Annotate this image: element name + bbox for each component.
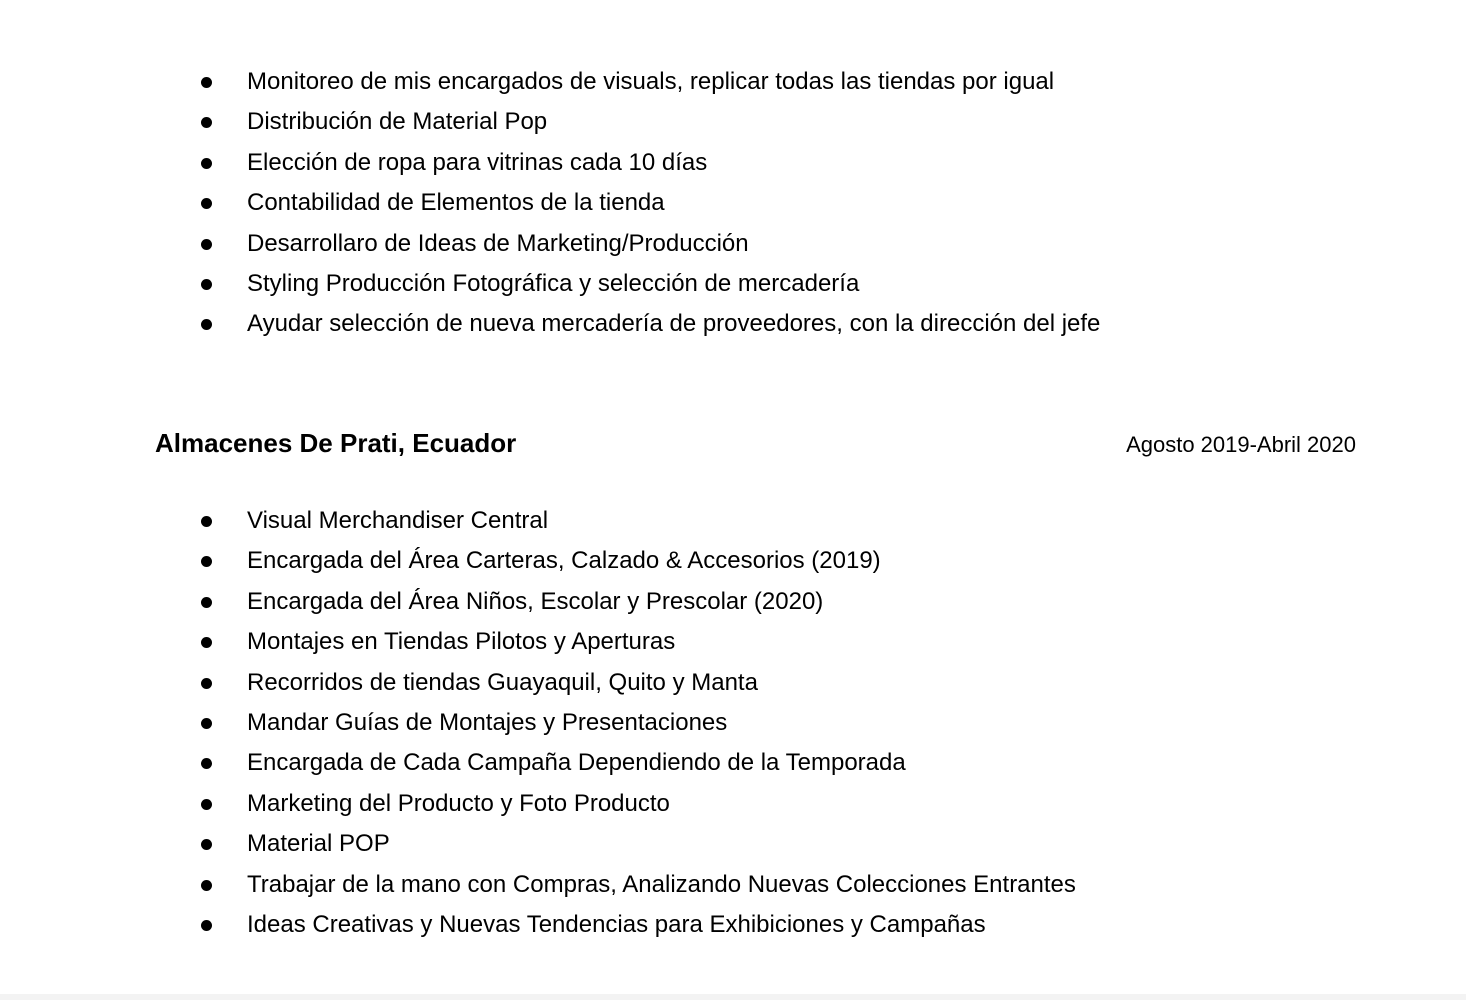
duty-text: Recorridos de tiendas Guayaquil, Quito y Manta	[247, 668, 758, 696]
bullet-icon	[201, 718, 212, 729]
duty-text: Marketing del Producto y Foto Producto	[247, 789, 670, 817]
duty-text: Desarrollaro de Ideas de Marketing/Producción	[247, 229, 749, 257]
list-item	[0, 743, 1076, 783]
list-item	[0, 905, 1076, 945]
duty-text: Contabilidad de Elementos de la tienda	[247, 189, 665, 217]
duty-text: Encargada de Cada Campaña Dependiendo de la Temporada	[247, 749, 906, 777]
duty-text: Montajes en Tiendas Pilotos y Aperturas	[247, 628, 676, 656]
list-item	[0, 143, 1100, 183]
bullet-icon	[201, 678, 212, 689]
bullet-icon	[201, 198, 212, 209]
list-item	[0, 102, 1100, 142]
list-item	[0, 622, 1076, 662]
bullet-icon	[201, 920, 212, 931]
list-item	[0, 582, 1076, 622]
duty-text: Visual Merchandiser Central	[247, 507, 549, 534]
employment-dates: Agosto 2019-Abril 2020	[1126, 432, 1356, 457]
bullet-icon	[201, 516, 212, 527]
bullet-icon	[201, 839, 212, 850]
duty-text: Distribución de Material Pop	[247, 108, 548, 136]
bullet-icon	[201, 158, 212, 169]
page-bottom-edge	[0, 994, 1466, 1000]
list-item	[0, 865, 1076, 905]
bullet-icon	[201, 319, 212, 330]
bullet-icon	[201, 77, 212, 88]
list-item	[0, 824, 1076, 864]
list-item	[0, 703, 1076, 743]
bullet-icon	[201, 758, 212, 769]
duty-text: Mandar Guías de Montajes y Presentaciones	[247, 708, 728, 736]
duty-text: Ideas Creativas y Nuevas Tendencias para Exhibiciones y Campañas	[247, 910, 986, 938]
bullet-icon	[201, 279, 212, 290]
duty-text: Monitoreo de mis encargados de visuals, replicar todas las tiendas por igual	[247, 68, 1055, 95]
duty-text: Encargada del Área Carteras, Calzado & Accesorios (2019)	[247, 547, 881, 575]
duty-text: Elección de ropa para vitrinas cada 10 días	[247, 148, 708, 176]
bullet-icon	[201, 880, 212, 891]
job-duties-list	[0, 501, 1076, 945]
list-item	[0, 62, 1100, 102]
duty-text: Styling Producción Fotográfica y selección de mercadería	[247, 269, 860, 297]
list-item	[0, 663, 1076, 703]
previous-job-duties-list	[0, 62, 1100, 345]
list-item	[0, 501, 1076, 541]
bullet-icon	[201, 556, 212, 567]
list-item	[0, 224, 1100, 264]
list-item	[0, 541, 1076, 581]
bullet-icon	[201, 637, 212, 648]
company-heading: Almacenes De Prati, Ecuador	[155, 428, 517, 458]
bullet-icon	[201, 117, 212, 128]
list-item	[0, 264, 1100, 304]
duty-text: Encargada del Área Niños, Escolar y Prescolar (2020)	[247, 587, 824, 615]
list-item	[0, 784, 1076, 824]
bullet-icon	[201, 597, 212, 608]
bullet-icon	[201, 799, 212, 810]
list-item	[0, 304, 1100, 344]
duty-text: Material POP	[247, 830, 390, 858]
list-item	[0, 183, 1100, 223]
duty-text: Trabajar de la mano con Compras, Analizando Nuevas Colecciones Entrantes	[247, 870, 1076, 898]
duty-text: Ayudar selección de nueva mercadería de proveedores, con la dirección del jefe	[247, 310, 1101, 338]
bullet-icon	[201, 239, 212, 250]
